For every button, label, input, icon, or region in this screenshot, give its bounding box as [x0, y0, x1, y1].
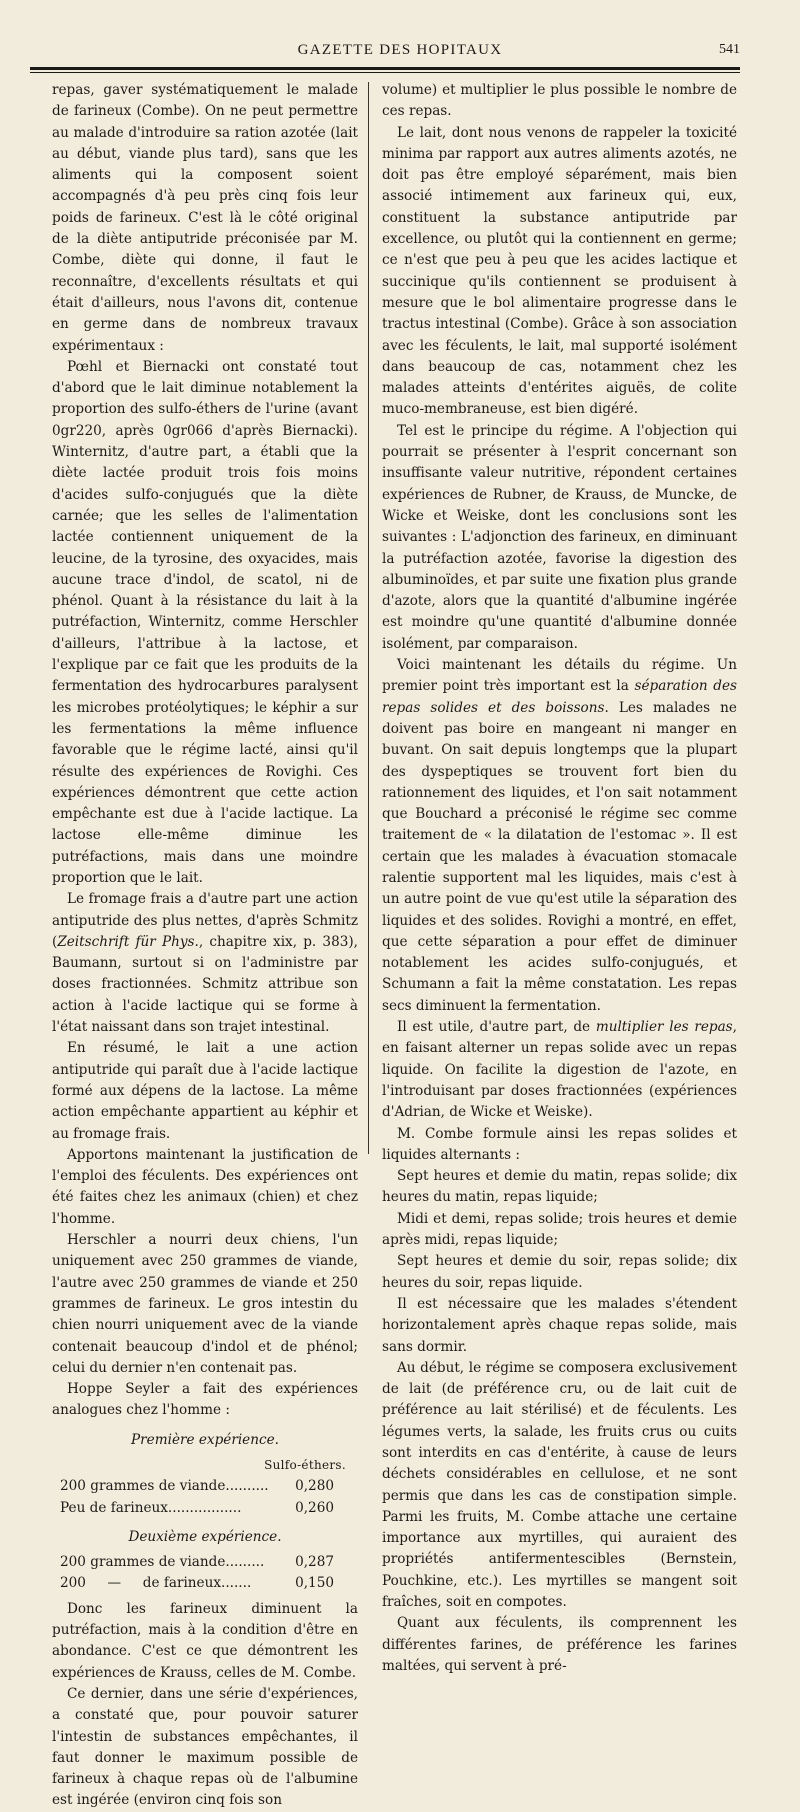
table-row: [52, 1498, 358, 1519]
row-label: 200 — de farineux.......: [60, 1575, 252, 1592]
paragraph: [52, 889, 358, 1038]
page-number: 541: [719, 42, 740, 57]
paragraph: Au début, le régime se composera exclusivement de lait (de préférence cru, ou de lait cuit de préférence au lait stérilisé) et de féculents. Les légumes verts, la salade, les fruits crus ou cuits sont interdits en cas d'entérite, à cause de leurs déchets considérables en cellulose, et ne sont permis que dans les cas de constipation simple. Parmi les fruits, M. Combe attache une certaine importance aux myrtilles, qui auraient des propriétés antifermentescibles (Bernstein, Pouchkine, etc.). Les myrtilles se mangent soit fraîches, soit en compotes.: [382, 1359, 737, 1611]
row-label: 200 grammes de viande.........: [60, 1554, 265, 1571]
paragraph: [382, 1017, 737, 1123]
column-divider: [368, 82, 369, 1154]
paragraph: Il est nécessaire que les malades s'étendent horizontalement après chaque repas solide, mais sans dormir.: [382, 1295, 737, 1355]
paragraph: Le lait, dont nous venons de rappeler la toxicité minima par rapport aux autres aliments azotés, ne doit pas être employé séparément, mais bien associé intimement aux farineux qui, eux, constituent la substance antiputride par excellence, ou plutôt qui la contiennent en germe; ce n'est que peu à peu que les acides lactique et succinique qu'ils contiennent se produisent à mesure que le bol alimentaire progresse dans le tractus intestinal (Combe). Grâce à son association avec les féculents, le lait, mal supporté isolément dans beaucoup de cas, notamment chez les malades atteints d'entérites aiguës, de colite muco-membraneuse, est bien digéré.: [382, 124, 737, 418]
row-value: 0,260: [295, 1499, 334, 1516]
row-value: 0,280: [295, 1478, 334, 1495]
paragraph: Hoppe Seyler a fait des expériences analogues chez l'homme :: [52, 1381, 358, 1419]
paragraph: Midi et demi, repas solide; trois heures et demie après midi, repas liquide;: [382, 1210, 737, 1249]
paragraph: Pœhl et Biernacki ont constaté tout d'abord que le lait diminue notablement la proportion des sulfo-éthers de l'urine (avant 0gr220, après 0gr066 d'après Biernacki). Winternitz, d'autre part, a établi que la diète lactée produit trois fois moins d'acides sulfo-conjugués que la diète carnée; que les selles de l'alimentation lactée contiennent uniquement de la leucine, de la tyrosine, des oxyacides, mais aucune trace d'indol, de scatol, ni de phénol. Quant à la résistance du lait à la putréfaction, Winternitz, comme Herschler d'ailleurs, l'attribue à la lactose, et l'explique par ce fait que les produits de la fermentation des hydrocarbures paralysent les microbes protéolytiques; le képhir a sur les fermentations la même influence favorable que le régime lacté, ainsi qu'il résulte des expériences de Rovighi. Ces expériences démontrent que cette action empêchante est due à l'acide lactique. La lactose elle-même diminue les putréfactions, mais dans une moindre proportion que le lait.: [52, 358, 358, 886]
text-run: Voici maintenant les détails du régime. Un premier point très important est la: [382, 657, 737, 695]
citation-italic: Zeitschrift für Phys.: [57, 933, 199, 950]
paragraph: [382, 655, 737, 1017]
emphasis-italic: multiplier les repas: [595, 1019, 733, 1036]
paragraph: En résumé, le lait a une action antiputride qui paraît due à l'acide lactique formé aux dépens de la lactose. La même action empêchante appartient au képhir et au fromage frais.: [52, 1040, 358, 1142]
text-run: , en faisant alterner un repas solide avec un repas liquide. On facilite la digestion de l'azote, en l'introduisant par doses fractionnées (expériences d'Adrian, de Wicke et Weiske).: [382, 1019, 737, 1121]
header-rule-thin: [30, 72, 740, 73]
experiment-title: Deuxième expérience.: [128, 1528, 282, 1545]
table-row: [52, 1552, 358, 1573]
paragraph: Herschler a nourri deux chiens, l'un uniquement avec 250 grammes de viande, l'autre avec 250 grammes de viande et 250 grammes de farineux. Le gros intestin du chien nourri uniquement avec de la viande contenait beaucoup d'indol et de phénol; celui du dernier n'en contenait pas.: [52, 1232, 358, 1376]
text-run: Il est utile, d'autre part, de: [396, 1019, 596, 1036]
paragraph: Quant aux féculents, ils comprennent les différentes farines, de préférence les farines maltées, qui servent à pré-: [382, 1615, 737, 1674]
text-run: , chapitre xix, p. 383), Baumann, surtout si on l'administre par doses fractionnées. Schmitz attribue son action à l'acide lactique qui se forme à l'état naissant dans son trajet intestinal.: [52, 933, 358, 1036]
paragraph: M. Combe formule ainsi les repas solides et liquides alternants :: [382, 1125, 737, 1163]
row-label: Peu de farineux.................: [60, 1499, 242, 1516]
text-run: Le fromage frais a d'autre part une action antiputride des plus nettes, d'après Schmitz (: [52, 891, 358, 950]
paragraph: repas, gaver systématiquement le malade de farineux (Combe). On ne peut permettre au malade d'introduire sa ration azotée (lait au début, viande plus tard), sans que les aliments qui la composent soient accompagnés d'à peu près cinq fois leur poids de farineux. C'est là le côté original de la diète antiputride préconisée par M. Combe, diète qui donne, il faut le reconnaître, d'excellents résultats et qui était d'ailleurs, nous l'avons dit, contenue en germe dans de nombreux travaux expérimentaux :: [52, 82, 358, 354]
right-column: [382, 80, 737, 1677]
table-row: [52, 1573, 358, 1594]
text-run: . Les malades ne doivent pas boire en mangeant ni manger en buvant. On sait depuis longtemps que la plupart des dyspeptiques se trouvent fort bien du rationnement des liquides, et l'on sait notamment que Bouchard a préconisé le régime sec comme traitement de « la dilatation de l'estomac ». Il est certain que les malades à évacuation stomacale ralentie supportent mal les liquides, mais c'est à un autre point de vue qu'est utile la séparation des liquides et des solides. Rovighi a montré, en effet, que cette séparation a pour effet de diminuer notablement les acides sulfo-conjugués, et Schumann a fait la même constatation. Les repas secs diminuent la fermentation.: [382, 699, 737, 1014]
paragraph: Donc les farineux diminuent la putréfaction, mais à la condition d'être en abondance. C'est ce que démontrent les expériences de Krauss, celles de M. Combe.: [52, 1600, 358, 1681]
header-rule-thick: [30, 67, 740, 70]
table-row: [52, 1476, 358, 1497]
row-value: 0,287: [295, 1554, 334, 1571]
paragraph: Apportons maintenant la justification de l'emploi des féculents. Des expériences ont été faites chez les animaux (chien) et chez l'homme.: [52, 1146, 358, 1227]
paragraph: Ce dernier, dans une série d'expériences, a constaté que, pour pouvoir saturer l'intestin de substances empêchantes, il faut donner le maximum possible de farineux à chaque repas où de l'albumine est ingérée (environ cinq fois son: [52, 1685, 358, 1809]
left-column: [52, 80, 358, 1812]
table-header: Sulfo-éthers.: [264, 1458, 346, 1472]
page-header: [0, 38, 800, 60]
row-label: 200 grammes de viande..........: [60, 1478, 269, 1495]
paragraph: Tel est le principe du régime. A l'objection qui pourrait se présenter à l'esprit concernant son insuffisante valeur nutritive, répondent certaines expériences de Rubner, de Krauss, de Muncke, de Wicke et Weiske, dont les conclusions sont les suivantes : L'adjonction des farineux, en diminuant la putréfaction azotée, favorise la digestion des albuminoïdes, et par suite une fixation plus grande d'azote, alors que la quantité d'albumine ingérée est moindre qu'une quantité d'albumine donnée isolément, par comparaison.: [382, 422, 737, 652]
paragraph: Sept heures et demie du soir, repas solide; dix heures du soir, repas liquide.: [382, 1253, 737, 1291]
journal-title: GAZETTE DES HOPITAUX: [297, 42, 503, 58]
row-value: 0,150: [295, 1575, 334, 1592]
experiment-title: Première expérience.: [131, 1431, 279, 1448]
emphasis-italic: séparation des repas solides et des boissons: [382, 678, 737, 716]
paragraph: Sept heures et demie du matin, repas solide; dix heures du matin, repas liquide;: [382, 1168, 737, 1206]
paragraph: volume) et multiplier le plus possible le nombre de ces repas.: [382, 82, 737, 120]
